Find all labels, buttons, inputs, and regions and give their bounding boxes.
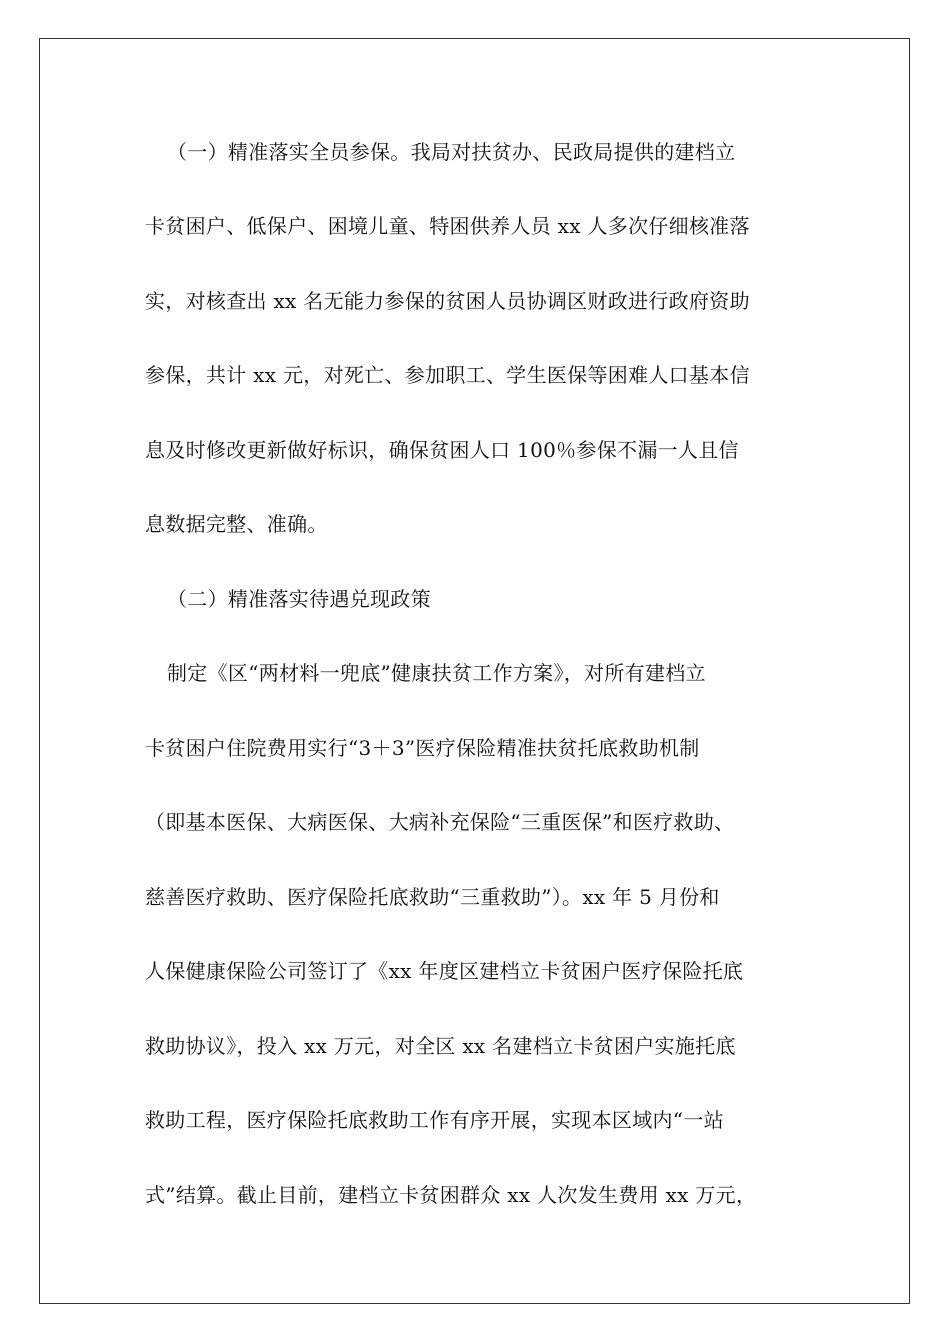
paragraph-2-line-4: 慈善医疗救助、医疗保险托底救助“三重救助”）。xx 年 5 月份和 bbox=[145, 885, 720, 909]
paragraph-1-line-5: 息及时修改更新做好标识，确保贫困人口 100％参保不漏一人且信 bbox=[145, 438, 739, 462]
paragraph-2-line-5: 人保健康保险公司签订了《xx 年度区建档立卡贫困户医疗保险托底 bbox=[145, 959, 744, 983]
paragraph-1-line-6: 息数据完整、准确。 bbox=[145, 512, 328, 536]
paragraph-2-line-2: 卡贫困户住院费用实行“3＋3”医疗保险精准扶贫托底救助机制 bbox=[145, 736, 700, 760]
paragraph-2-line-1: 制定《区“两材料一兜底”健康扶贫工作方案》，对所有建档立 bbox=[167, 661, 706, 685]
paragraph-2-line-7: 救助工程，医疗保险托底救助工作有序开展，实现本区域内“一站 bbox=[145, 1108, 724, 1132]
paragraph-1-line-3: 实，对核查出 xx 名无能力参保的贫困人员协调区财政进行政府资助 bbox=[145, 289, 750, 313]
paragraph-2-line-8: 式”结算。截止目前，建档立卡贫困群众 xx 人次发生费用 xx 万元， bbox=[145, 1183, 757, 1207]
paragraph-2-line-6: 救助协议》，投入 xx 万元，对全区 xx 名建档立卡贫困户实施托底 bbox=[145, 1034, 736, 1058]
paragraph-2-line-3: （即基本医保、大病医保、大病补充保险“三重医保”和医疗救助、 bbox=[145, 810, 735, 834]
paragraph-1-line-4: 参保，共计 xx 元，对死亡、参加职工、学生医保等困难人口基本信 bbox=[145, 363, 750, 387]
paragraph-1-line-1: （一）精准落实全员参保。我局对扶贫办、民政局提供的建档立 bbox=[167, 140, 736, 164]
paragraph-1-line-2: 卡贫困户、低保户、困境儿童、特困供养人员 xx 人多次仔细核准落 bbox=[145, 214, 750, 238]
section-heading-2: （二）精准落实待遇兑现政策 bbox=[167, 587, 431, 611]
